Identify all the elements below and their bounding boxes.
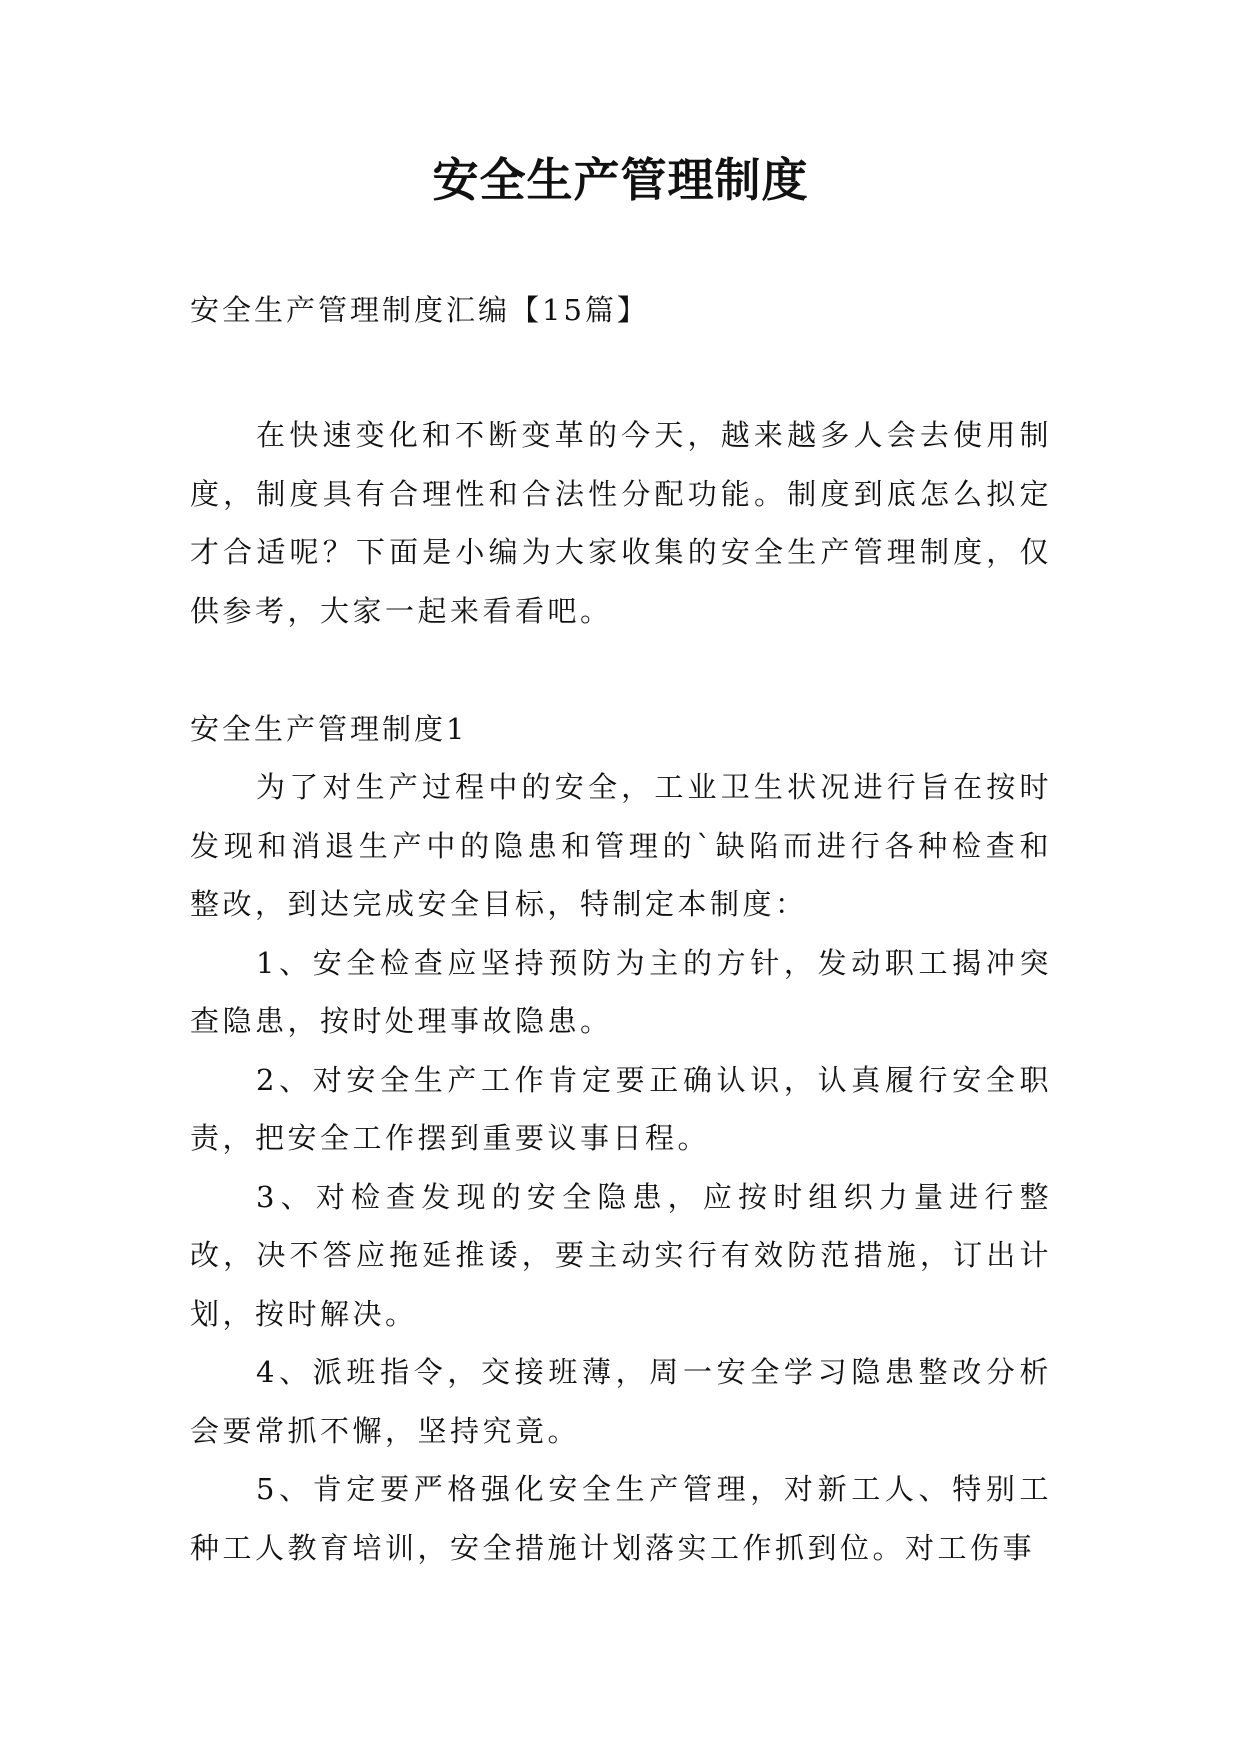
section-paragraph: 1、安全检查应坚持预防为主的方针，发动职工揭冲突查隐患，按时处理事故隐患。 — [190, 945, 1052, 1038]
section-paragraph: 5、肯定要严格强化安全生产管理，对新工人、特别工种工人教育培训，安全措施计划落实工作抓到位。对工伤事 — [190, 1472, 1052, 1565]
intro-paragraph: 在快速变化和不断变革的今天，越来越多人会去使用制度，制度具有合理性和合法性分配功能。制度到底怎么拟定才合适呢？下面是小编为大家收集的安全生产管理制度，仅供参考，大家一起来看看吧。 — [190, 418, 1052, 628]
section-paragraph: 4、派班指令，交接班薄，周一安全学习隐患整改分析会要常抓不懈，坚持究竟。 — [190, 1355, 1052, 1448]
document-title: 安全生产管理制度 — [432, 153, 809, 207]
section-body — [190, 758, 1052, 1577]
section-paragraph: 为了对生产过程中的安全，工业卫生状况进行旨在按时发现和消退生产中的隐患和管理的`缺陷而进行各种检查和整改，到达完成安全目标，特制定本制度： — [190, 770, 1052, 921]
section-heading: 安全生产管理制度1 — [190, 712, 468, 746]
section-paragraph: 2、对安全生产工作肯定要正确认识，认真履行安全职责，把安全工作摆到重要议事日程。 — [190, 1062, 1052, 1155]
section-paragraph: 3、对检查发现的安全隐患，应按时组织力量进行整改，决不答应拖延推诿，要主动实行有效防范措施，订出计划，按时解决。 — [190, 1179, 1052, 1331]
document-subtitle: 安全生产管理制度汇编【15篇】 — [190, 293, 649, 327]
